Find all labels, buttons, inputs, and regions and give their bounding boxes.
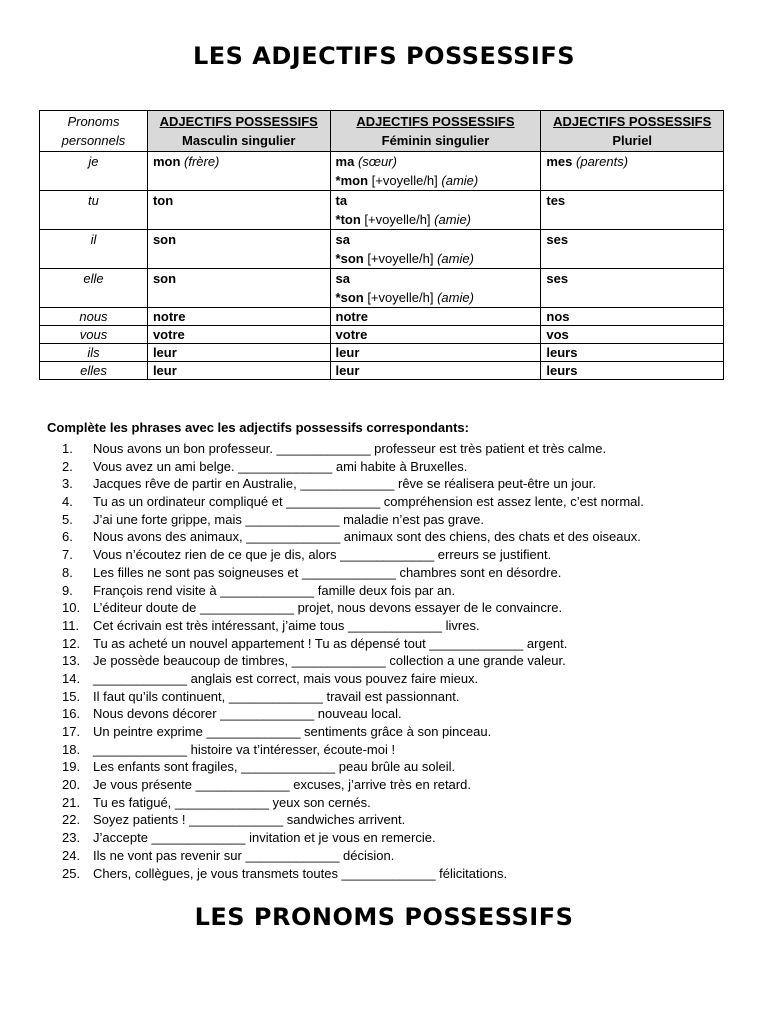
exercise-item — [62, 528, 644, 546]
pronoun-cell: je — [40, 152, 148, 191]
rule: [+voyelle/h] — [363, 290, 438, 305]
exercise-item — [62, 546, 644, 564]
exercise-item — [62, 688, 644, 706]
rule: [+voyelle/h] — [368, 173, 442, 188]
exercise-text: Un peintre exprime _____________ sentiments grâce à son pinceau. — [93, 724, 492, 739]
exercise-item — [62, 758, 644, 776]
feminine-cell — [330, 269, 541, 308]
pronoun-cell: elle — [40, 269, 148, 308]
example: (amie) — [437, 290, 474, 305]
exercise-text: Jacques rêve de partir en Australie, _____________ rêve se réalisera peut-être un jour. — [93, 476, 596, 492]
exercise-text: Tu as un ordinateur compliqué et _____________ compréhension est assez lente, c’est normal. — [93, 494, 644, 510]
table-row — [40, 230, 724, 269]
possessive-adjectives-table — [39, 110, 724, 380]
pronoun-cell: ils — [40, 344, 148, 362]
adjective: notre — [335, 309, 369, 324]
adjective-alt: *son — [335, 290, 364, 305]
exercise-item — [62, 847, 644, 865]
masculine-cell — [147, 152, 330, 191]
exercise-text: Chers, collègues, je vous transmets toutes _____________ félicitations. — [93, 865, 508, 881]
exercise-number: 24. — [62, 847, 81, 863]
exercise-text: Je possède beaucoup de timbres, _____________ collection a une grande valeur. — [93, 653, 566, 669]
feminine-cell — [330, 326, 541, 344]
exercise-number: 18. — [62, 741, 81, 757]
exercise-item — [62, 599, 644, 617]
exercise-item — [62, 475, 644, 493]
exercise-item — [62, 829, 644, 847]
plural-cell — [541, 230, 724, 269]
masculine-cell — [147, 344, 330, 362]
exercise-item — [62, 440, 644, 458]
exercise-number: 23. — [62, 830, 81, 846]
exercise-text: François rend visite à _____________ famille deux fois par an. — [93, 582, 456, 598]
adjective: vos — [546, 327, 569, 342]
exercise-number: 2. — [62, 458, 73, 474]
pronoun-cell: nous — [40, 308, 148, 326]
exercise-item — [62, 794, 644, 812]
exercise-item — [62, 582, 644, 600]
header-pronouns — [40, 111, 148, 152]
exercise-number: 6. — [62, 529, 73, 545]
exercise-text: Ils ne vont pas revenir sur _____________ décision. — [93, 847, 395, 863]
rule: [+voyelle/h] — [360, 212, 435, 227]
exercise-number: 4. — [62, 494, 73, 510]
exercise-text: Nous avons un bon professeur. _____________ professeur est très patient et très calme. — [93, 441, 607, 456]
exercise-number: 7. — [62, 547, 73, 563]
exercise-text: Tu es fatigué, _____________ yeux son cernés. — [93, 794, 371, 810]
masculine-cell — [147, 191, 330, 230]
exercise-number: 15. — [62, 688, 81, 704]
exercise-number: 8. — [62, 564, 73, 580]
header-line: ADJECTIFS POSSESSIFS — [553, 114, 712, 129]
exercise-text: Vous n’écoutez rien de ce que je dis, alors _____________ erreurs se justifient. — [93, 547, 552, 563]
rule: [+voyelle/h] — [363, 251, 438, 266]
adjective: votre — [335, 327, 368, 342]
adjective: nos — [546, 309, 570, 324]
exercise-text: Nous avons des animaux, _____________ animaux sont des chiens, des chats et des oiseaux. — [93, 529, 641, 545]
exercise-number: 10. — [62, 600, 81, 616]
header-line: Pronoms — [67, 114, 120, 129]
pronoun-cell: il — [40, 230, 148, 269]
header-masculine — [147, 111, 330, 152]
adjective: ses — [546, 232, 569, 247]
exercise-text: J’ai une forte grippe, mais _____________ maladie n’est pas grave. — [93, 511, 484, 527]
masculine-cell — [147, 362, 330, 380]
adjective-alt: *mon — [335, 173, 369, 188]
section-title: LES PRONOMS POSSESSIFS — [194, 903, 574, 931]
masculine-cell — [147, 326, 330, 344]
exercise-item — [62, 670, 644, 688]
table-row — [40, 344, 724, 362]
exercise-item — [62, 635, 644, 653]
masculine-cell — [147, 230, 330, 269]
exercise-text: Cet écrivain est très intéressant, j’aime tous _____________ livres. — [93, 617, 480, 633]
plural-cell — [541, 269, 724, 308]
exercise-text: Vous avez un ami belge. _____________ ami habite à Bruxelles. — [93, 458, 468, 474]
pronoun-cell: tu — [40, 191, 148, 230]
feminine-cell — [330, 308, 541, 326]
adjective: ta — [335, 193, 348, 208]
exercise-text: Nous devons décorer _____________ nouveau local. — [93, 706, 402, 722]
exercise-number: 14. — [62, 670, 81, 686]
adjective: tes — [546, 193, 566, 208]
exercise-item — [62, 811, 644, 829]
adjective: leur — [335, 363, 360, 378]
table-row — [40, 308, 724, 326]
adjective: votre — [152, 327, 185, 342]
example: (amie) — [437, 251, 474, 266]
exercise-item — [62, 776, 644, 794]
example: (amie) — [434, 212, 472, 227]
exercise-instruction: Complète les phrases avec les adjectifs possessifs correspondants: — [47, 420, 469, 435]
pronoun-cell: vous — [40, 326, 148, 344]
adjective: mes — [546, 154, 573, 169]
example: (sœur) — [354, 154, 397, 169]
plural-cell — [541, 308, 724, 326]
exercise-text: Soyez patients ! _____________ sandwiches arrivent. — [93, 812, 406, 828]
exercise-item — [62, 741, 644, 759]
exercise-number: 16. — [62, 706, 81, 722]
feminine-cell — [330, 344, 541, 362]
exercise-number: 5. — [62, 511, 73, 527]
header-line: Pluriel — [612, 133, 653, 148]
exercise-number: 22. — [62, 812, 81, 828]
adjective: son — [152, 271, 177, 286]
exercise-text: Il faut qu’ils continuent, _____________ travail est passionnant. — [93, 688, 460, 704]
plural-cell — [541, 152, 724, 191]
table-row — [40, 269, 724, 308]
adjective: son — [152, 232, 177, 247]
adjective: sa — [335, 271, 350, 286]
example: (parents) — [572, 154, 629, 169]
exercise-number: 17. — [62, 724, 81, 739]
exercise-text: J’accepte _____________ invitation et je vous en remercie. — [93, 830, 436, 846]
example: (amie) — [441, 173, 479, 188]
exercise-number: 11. — [62, 617, 80, 633]
exercise-list — [62, 440, 644, 882]
masculine-cell — [147, 308, 330, 326]
exercise-text: Les enfants sont fragiles, _____________ peau brûle au soleil. — [93, 759, 456, 775]
header-line: ADJECTIFS POSSESSIFS — [159, 114, 318, 129]
adjective: ma — [335, 154, 355, 169]
header-feminine — [330, 111, 541, 152]
exercise-text: L’éditeur doute de _____________ projet, nous devons essayer de le convaincre. — [93, 600, 563, 616]
exercise-number: 21. — [62, 794, 81, 810]
feminine-cell — [330, 230, 541, 269]
feminine-cell — [330, 191, 541, 230]
exercise-number: 20. — [62, 777, 81, 793]
header-line: Masculin singulier — [182, 133, 296, 148]
adjective-alt: *son — [335, 251, 364, 266]
header-plural — [541, 111, 724, 152]
exercise-number: 25. — [62, 865, 81, 881]
header-line: ADJECTIFS POSSESSIFS — [356, 114, 515, 129]
exercise-text: Tu as acheté un nouvel appartement ! Tu as dépensé tout _____________ argent. — [93, 635, 568, 651]
adjective-alt: *ton — [335, 212, 361, 227]
example: (frère) — [180, 154, 220, 169]
exercise-item — [62, 723, 644, 741]
adjective: leur — [152, 345, 177, 360]
table-row — [40, 362, 724, 380]
plural-cell — [541, 344, 724, 362]
plural-cell — [541, 362, 724, 380]
adjective: leur — [335, 345, 360, 360]
exercise-item — [62, 617, 644, 635]
table-row — [40, 191, 724, 230]
adjective: leurs — [546, 363, 578, 378]
plural-cell — [541, 326, 724, 344]
exercise-number: 13. — [62, 653, 81, 669]
exercise-item — [62, 493, 644, 511]
header-line: Féminin singulier — [381, 133, 490, 148]
exercise-number: 9. — [62, 582, 73, 598]
table-header-row — [40, 111, 724, 152]
header-line: personnels — [61, 133, 126, 148]
table-row — [40, 326, 724, 344]
adjective: leurs — [546, 345, 578, 360]
exercise-text: Les filles ne sont pas soigneuses et _____________ chambres sont en désordre. — [93, 564, 562, 580]
exercise-number: 3. — [62, 476, 73, 492]
exercise-text: Je vous présente _____________ excuses, j’arrive très en retard. — [93, 777, 471, 793]
feminine-cell — [330, 362, 541, 380]
table-row — [40, 152, 724, 191]
exercise-item — [62, 652, 644, 670]
adjective: ses — [546, 271, 569, 286]
adjective: notre — [152, 309, 186, 324]
exercise-text: _____________ histoire va t’intéresser, écoute-moi ! — [93, 741, 396, 757]
feminine-cell — [330, 152, 541, 191]
exercise-number: 19. — [62, 759, 81, 775]
exercise-item — [62, 705, 644, 723]
adjective: leur — [152, 363, 177, 378]
masculine-cell — [147, 269, 330, 308]
exercise-item — [62, 458, 644, 476]
plural-cell — [541, 191, 724, 230]
pronoun-cell: elles — [40, 362, 148, 380]
exercise-item — [62, 865, 644, 883]
page-title: LES ADJECTIFS POSSESSIFS — [192, 42, 576, 70]
exercise-text: _____________ anglais est correct, mais vous pouvez faire mieux. — [93, 670, 479, 686]
exercise-item — [62, 564, 644, 582]
exercise-item — [62, 511, 644, 529]
adjective: ton — [152, 193, 174, 208]
adjective: sa — [335, 232, 350, 247]
exercise-number: 1. — [62, 441, 73, 456]
exercise-number: 12. — [62, 635, 81, 651]
adjective: mon — [152, 154, 181, 169]
